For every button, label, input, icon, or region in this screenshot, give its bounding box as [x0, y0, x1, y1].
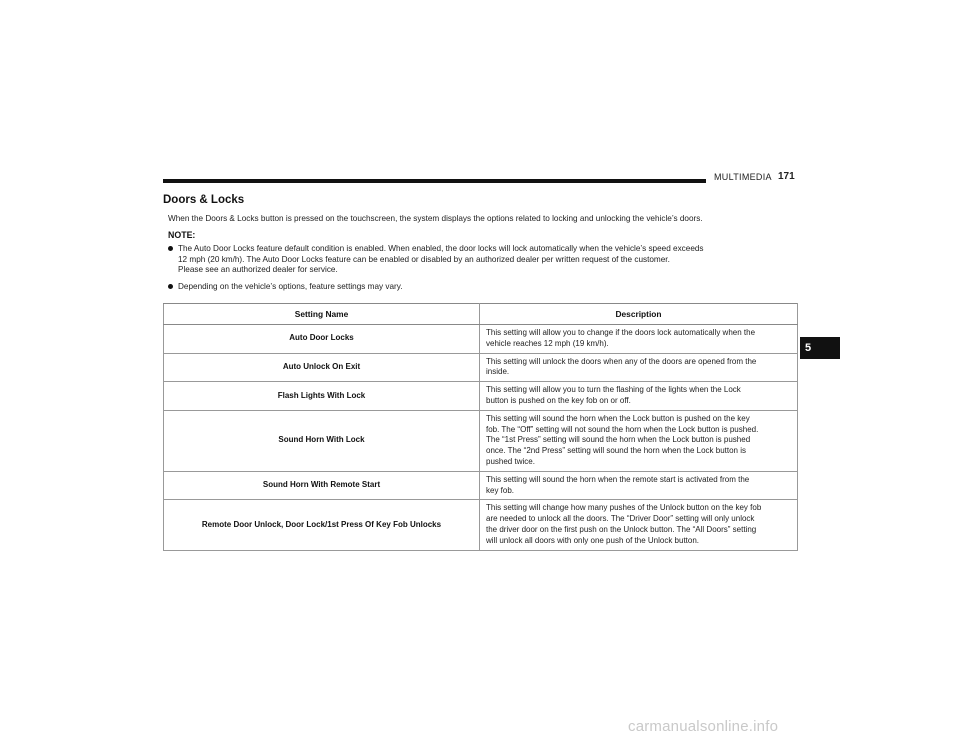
table-row [164, 382, 798, 411]
description-line: key fob. [486, 485, 515, 495]
table-row [164, 500, 798, 550]
running-header-section: MULTIMEDIA [714, 172, 772, 182]
table-row [164, 410, 798, 471]
setting-name: Sound Horn With Remote Start [164, 471, 480, 500]
description-line: fob. The “Off” setting will not sound the horn when the Lock button is pushed. [486, 424, 759, 434]
description-line: This setting will sound the horn when the Lock button is pushed on the key [486, 413, 750, 423]
bullet-line: The Auto Door Locks feature default condition is enabled. When enabled, the door locks will lock automatically when the vehicle’s speed exceeds [178, 244, 704, 253]
description-line: This setting will unlock the doors when any of the doors are opened from the [486, 356, 757, 366]
setting-name: Auto Door Locks [164, 325, 480, 354]
description-line: are needed to unlock all the doors. The “Driver Door” setting will only unlock [486, 514, 755, 524]
setting-description [480, 471, 798, 500]
section-title: Doors & Locks [163, 194, 245, 206]
description-line: The “1st Press” setting will sound the horn when the Lock button is pushed [486, 435, 751, 445]
setting-description [480, 353, 798, 382]
note-bullet [168, 282, 808, 293]
setting-name: Flash Lights With Lock [164, 382, 480, 411]
note-bullet-list [168, 244, 808, 296]
description-line: pushed twice. [486, 456, 535, 466]
table-header-row [164, 304, 798, 325]
bullet-line: 12 mph (20 km/h). The Auto Door Locks feature can be enabled or disabled by an authorized dealer per written request of the customer. [178, 254, 670, 264]
description-line: inside. [486, 367, 510, 377]
description-line: the driver door on the first push on the Unlock button. The “All Doors” setting [486, 524, 757, 534]
description-line: vehicle reaches 12 mph (19 km/h). [486, 338, 609, 348]
column-header-setting-name: Setting Name [164, 304, 480, 325]
setting-description [480, 325, 798, 354]
setting-name: Auto Unlock On Exit [164, 353, 480, 382]
bullet-icon [168, 246, 173, 251]
bullet-icon [168, 284, 173, 289]
note-label: NOTE: [168, 230, 196, 240]
bullet-line: Please see an authorized dealer for service. [178, 265, 338, 275]
intro-paragraph: When the Doors & Locks button is pressed on the touchscreen, the system displays the options related to locking and unlocking the vehicle’s doors. [168, 214, 703, 223]
chapter-tab: 5 [800, 337, 840, 359]
description-line: This setting will allow you to change if the doors lock automatically when the [486, 328, 756, 337]
note-bullet [168, 244, 808, 276]
header-rule [163, 179, 706, 183]
description-line: This setting will allow you to turn the flashing of the lights when the Lock [486, 385, 741, 395]
watermark: carmanualsonline.info [628, 718, 779, 735]
table-row [164, 353, 798, 382]
page-number: 171 [778, 171, 795, 182]
description-line: This setting will change how many pushes of the Unlock button on the key fob [486, 503, 762, 513]
setting-description [480, 500, 798, 550]
setting-description [480, 410, 798, 471]
description-line: will unlock all doors with only one push of the Unlock button. [486, 535, 700, 545]
bullet-line: Depending on the vehicle’s options, feature settings may vary. [178, 281, 403, 291]
settings-table [163, 303, 798, 551]
setting-name: Remote Door Unlock, Door Lock/1st Press Of Key Fob Unlocks [164, 500, 480, 550]
description-line: This setting will sound the horn when the remote start is activated from the [486, 474, 750, 484]
description-line: button is pushed on the key fob on or off. [486, 395, 631, 405]
setting-description [480, 382, 798, 411]
column-header-description: Description [480, 304, 798, 325]
setting-name: Sound Horn With Lock [164, 410, 480, 471]
table-row [164, 471, 798, 500]
description-line: once. The “2nd Press” setting will sound the horn when the Lock button is [486, 446, 747, 456]
table-row [164, 325, 798, 354]
